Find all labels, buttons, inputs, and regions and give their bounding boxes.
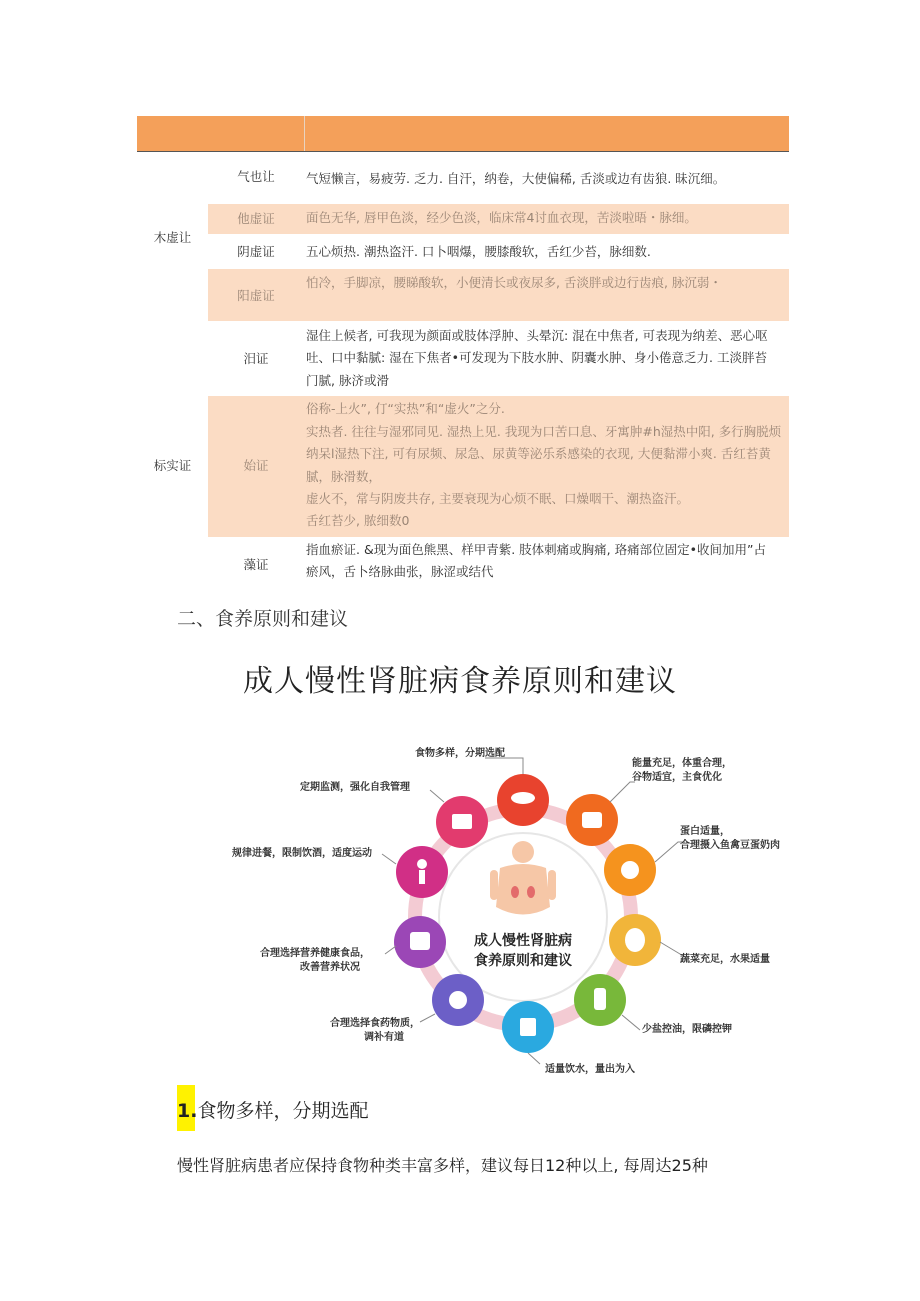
label-energy-2: 谷物适宜，主食优化 bbox=[632, 772, 722, 783]
row-desc-heat-2: 实热者. 往往与湿邪同见. 湿热上见. 我现为口苦口息、牙寓肿#h湿热中阳, 多行胸脱烦 bbox=[306, 424, 782, 439]
row-desc-damp-3: 门腻, 脉济或滑 bbox=[306, 373, 389, 388]
label-monitoring: 定期监测，强化自我管理 bbox=[300, 782, 410, 793]
table-header-bar bbox=[137, 116, 789, 151]
row-desc-heat-5: 虚火不，常与阴废共存, 主要衰现为心烦不眠、口燥咽干、潮热盗汗。 bbox=[306, 491, 689, 506]
label-regular-meals: 规律进餐，限制饮酒，适度运动 bbox=[232, 848, 372, 859]
label-salt: 少盐控油，限磷控钾 bbox=[642, 1024, 732, 1035]
label-medicinal-1: 合理选择食药物质， bbox=[330, 1018, 420, 1029]
subsection-number: 1. bbox=[177, 1100, 198, 1122]
row-desc-damp-2: 吐、口中黏腻: 湿在下焦者•可发现为下肢水肿、阴囊水肿、身小倦意乏力. 工淡胖苔 bbox=[306, 350, 768, 365]
row-desc-stasis-2: 瘀风，舌卜络脉曲张，脉涩或结代 bbox=[306, 564, 494, 579]
row-desc-heat-1: 俗称-上火”, 仃“实热”和“虚火”之分. bbox=[306, 401, 505, 416]
row-name-yin: 阴虚证 bbox=[237, 244, 275, 259]
body-paragraph: 慢性肾脏病患者应保持食物种类丰富多样，建议每日12种以上, 每周达25种 bbox=[177, 1156, 708, 1175]
row-name-heat: 始证 bbox=[243, 458, 269, 473]
group-label-deficiency: 木虚让 bbox=[153, 230, 192, 245]
row-desc-heat-4: 腻，脉滑数， bbox=[306, 469, 382, 484]
row-desc-yin: 五心烦热. 潮热盗汗. 口卜咽爆，腰膝酸软，舌红少苔，脉细数. bbox=[306, 244, 651, 259]
label-energy-1: 能量充足，体重合理， bbox=[632, 758, 732, 769]
row-name-yang: 阳虚证 bbox=[237, 288, 275, 303]
subsection-title: 食物多样，分期选配 bbox=[197, 1100, 369, 1122]
diet-principles-infographic bbox=[230, 732, 795, 1077]
label-health-food-1: 合理选择营养健康食品， bbox=[260, 948, 370, 959]
table-header-divider bbox=[304, 116, 305, 151]
center-text-1: 成人慢性肾脏病 bbox=[474, 933, 572, 949]
label-water: 适量饮水，量出为入 bbox=[545, 1064, 635, 1075]
center-text-2: 食养原则和建议 bbox=[474, 953, 572, 969]
row-desc-stasis-1: 指血瘀证. &现为面色熊黑、样甲青紫. 肢体刺痛或胸痛, 珞痛部位固定•收间加用”占 bbox=[306, 542, 766, 557]
label-health-food-2: 改善营养状况 bbox=[300, 962, 360, 973]
label-protein-2: 合理摄入鱼禽豆蛋奶肉 bbox=[680, 840, 780, 851]
label-protein-1: 蛋白适量， bbox=[680, 826, 730, 837]
row-desc-heat-3: 纳呆l湿热下注, 可有尿频、尿急、尿黄等泌乐系感染的衣现, 大便黏滞小爽. 舌红苔黄 bbox=[306, 446, 771, 461]
group-label-excess: 标实证 bbox=[153, 458, 192, 473]
row-name-damp: 汨证 bbox=[243, 351, 269, 366]
figure-title: 成人慢性肾脏病食养原则和建议 bbox=[243, 664, 677, 699]
row-desc-qi: 气短懒言，易疲劳. 乏力. 自汗，纳卷，大使偏稀, 舌淡或边有齿狼. 昧沉细。 bbox=[306, 171, 726, 186]
label-vegetables: 蔬菜充足，水果适量 bbox=[680, 954, 770, 965]
row-desc-damp-1: 湿住上候者, 可我现为颜面或肢体浮肿、头晕沉: 混在中焦者, 可表现为纳差、恶心呕 bbox=[306, 328, 768, 343]
row-name-blood: 他虚证 bbox=[237, 211, 275, 226]
row-name-stasis: 藻证 bbox=[243, 557, 269, 572]
table-header-rule bbox=[137, 151, 789, 152]
section-heading: 二、食养原则和建议 bbox=[177, 608, 349, 630]
row-desc-heat-6: 舌红苔少, 脓细数0 bbox=[306, 513, 410, 528]
row-name-qi: 气也让 bbox=[237, 169, 275, 184]
row-desc-yang: 怕冷，手脚凉，腰睇酸软，小便清长或夜尿多, 舌淡胖或边行齿痕, 脉沉弱・ bbox=[306, 275, 722, 290]
row-desc-blood: 面色无华, 唇甲色淡，经少色淡，临床常4讨血衣现，苦淡啦晤・脉细。 bbox=[306, 210, 697, 225]
label-medicinal-2: 调补有道 bbox=[364, 1032, 404, 1043]
label-food-variety: 食物多样，分期选配 bbox=[415, 748, 505, 759]
